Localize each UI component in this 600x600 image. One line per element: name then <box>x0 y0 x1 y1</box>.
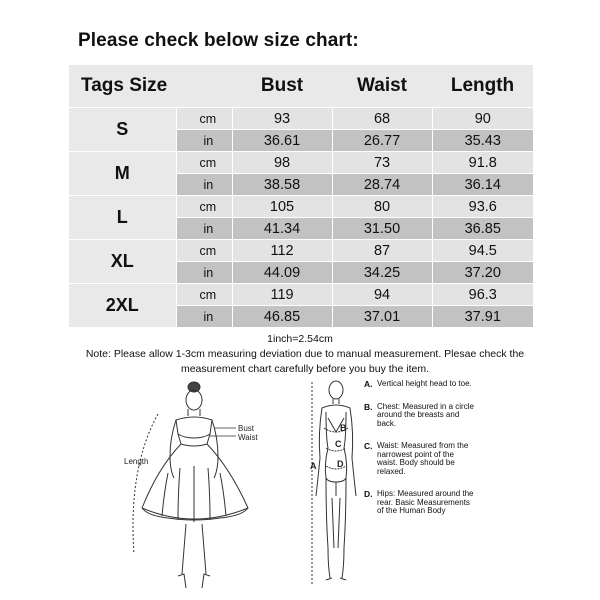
length-value: 96.3 <box>432 284 533 306</box>
length-value: 94.5 <box>432 240 533 262</box>
legend-item <box>364 403 474 429</box>
unit-cell: in <box>176 306 232 328</box>
size-label: S <box>69 108 176 152</box>
bust-value: 119 <box>232 284 332 306</box>
length-value: 36.14 <box>432 174 533 196</box>
length-value: 37.91 <box>432 306 533 328</box>
unit-cell: in <box>176 218 232 240</box>
header-tags-size: Tags Size <box>69 65 232 108</box>
unit-cell: in <box>176 262 232 284</box>
table-row <box>69 108 533 130</box>
legend-item <box>364 442 474 476</box>
marker-a: A <box>310 461 317 471</box>
table-row <box>69 284 533 306</box>
waist-label: Waist <box>238 433 258 442</box>
unit-conversion: 1inch=2.54cm <box>267 333 333 345</box>
unit-cell: cm <box>176 196 232 218</box>
length-value: 91.8 <box>432 152 533 174</box>
unit-cell: cm <box>176 284 232 306</box>
table-row <box>69 196 533 218</box>
body-measurement-illustration <box>300 378 370 594</box>
bust-value: 93 <box>232 108 332 130</box>
legend-text: Chest: Measured in a circle around the breasts and back. <box>377 401 474 428</box>
unit-cell: cm <box>176 240 232 262</box>
size-chart-table <box>69 65 533 327</box>
waist-value: 28.74 <box>332 174 432 196</box>
waist-value: 68 <box>332 108 432 130</box>
bust-value: 46.85 <box>232 306 332 328</box>
size-label: M <box>69 152 176 196</box>
legend-text: Hips: Measured around the rear. Basic Measurements of the Human Body <box>377 489 474 515</box>
page-heading: Please check below size chart: <box>78 30 359 51</box>
bust-value: 98 <box>232 152 332 174</box>
marker-d: D <box>337 459 344 469</box>
length-value: 36.85 <box>432 218 533 240</box>
legend-letter: D. <box>364 489 373 499</box>
legend-text: Vertical height head to toe. <box>377 379 472 388</box>
waist-value: 80 <box>332 196 432 218</box>
unit-cell: cm <box>176 152 232 174</box>
bust-value: 38.58 <box>232 174 332 196</box>
unit-cell: in <box>176 174 232 196</box>
legend-item <box>364 380 474 389</box>
legend-text: Waist: Measured from the narrowest point of the waist. Body should be relaxed. <box>377 441 469 476</box>
waist-value: 34.25 <box>332 262 432 284</box>
legend-item <box>364 490 474 516</box>
unit-cell: in <box>176 130 232 152</box>
header-length: Length <box>432 65 533 108</box>
waist-value: 73 <box>332 152 432 174</box>
legend-letter: A. <box>364 379 373 389</box>
measurement-note: Note: Please allow 1-3cm measuring deviation due to manual measurement. Plesae check the measurement chart carefully before you buy the item. <box>85 348 525 375</box>
table-header-row <box>69 65 533 108</box>
header-waist: Waist <box>332 65 432 108</box>
size-label: L <box>69 196 176 240</box>
bust-value: 105 <box>232 196 332 218</box>
bust-value: 36.61 <box>232 130 332 152</box>
dress-illustration <box>118 378 278 594</box>
length-value: 90 <box>432 108 533 130</box>
size-label: 2XL <box>69 284 176 328</box>
length-value: 37.20 <box>432 262 533 284</box>
length-label: Length <box>124 457 149 466</box>
measurement-legend <box>364 380 474 516</box>
waist-value: 87 <box>332 240 432 262</box>
waist-value: 26.77 <box>332 130 432 152</box>
waist-value: 37.01 <box>332 306 432 328</box>
table-row <box>69 240 533 262</box>
waist-value: 94 <box>332 284 432 306</box>
unit-cell: cm <box>176 108 232 130</box>
marker-c: C <box>335 439 342 449</box>
length-value: 35.43 <box>432 130 533 152</box>
marker-b: B <box>340 423 347 433</box>
bust-label: Bust <box>238 424 255 433</box>
waist-value: 31.50 <box>332 218 432 240</box>
size-label: XL <box>69 240 176 284</box>
bust-value: 41.34 <box>232 218 332 240</box>
bust-value: 44.09 <box>232 262 332 284</box>
length-value: 93.6 <box>432 196 533 218</box>
header-bust: Bust <box>232 65 332 108</box>
legend-letter: C. <box>364 441 373 451</box>
bust-value: 112 <box>232 240 332 262</box>
legend-letter: B. <box>364 401 373 412</box>
table-row <box>69 152 533 174</box>
